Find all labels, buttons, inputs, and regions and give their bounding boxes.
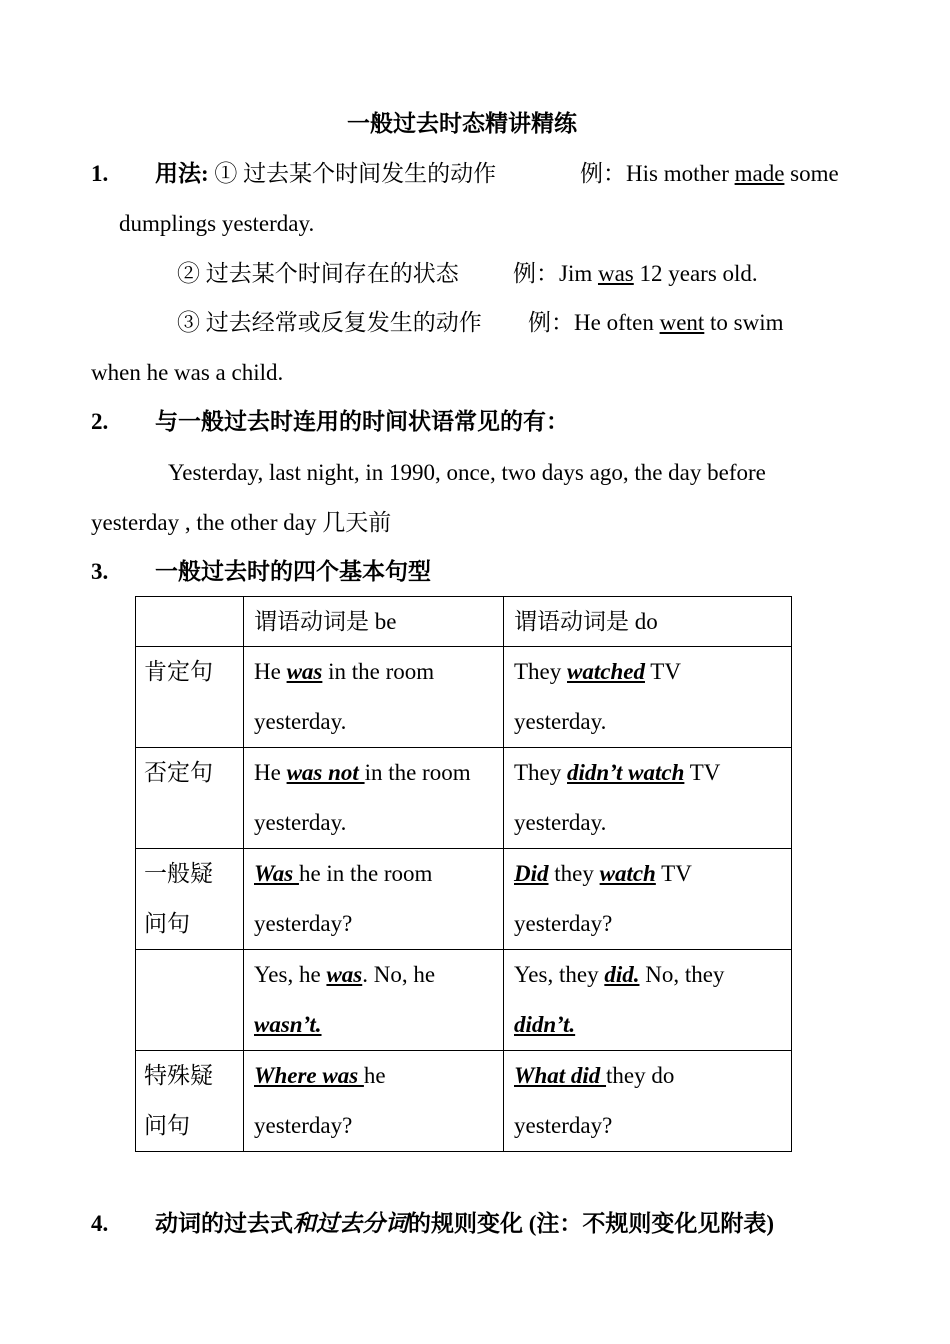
cell-keyword: was	[326, 962, 363, 987]
cell-text: Yes, he	[254, 962, 327, 987]
be-cell	[244, 748, 504, 849]
time-adverbials-line-1: Yesterday, last night, in 1990, once, two days ago, the day before	[168, 460, 766, 485]
cell-line	[514, 748, 781, 798]
cell-text: He	[254, 760, 287, 785]
marker-3: ③	[177, 310, 200, 335]
example-text: to swim	[704, 310, 784, 335]
cell-text: they do	[606, 1063, 675, 1088]
section-2-number: 2.	[91, 409, 109, 434]
row-label-text: 特殊疑	[144, 1063, 213, 1088]
example-text: His mother	[626, 161, 735, 186]
cell-line	[254, 849, 493, 899]
usage-label: 用法:	[155, 161, 209, 186]
section-1-number: 1.	[91, 161, 109, 186]
cell-text: TV	[684, 760, 721, 785]
cell-line: yesterday?	[254, 1113, 353, 1138]
be-cell	[244, 647, 504, 748]
sentence-patterns-table	[135, 596, 792, 1152]
table-header-cell	[136, 597, 244, 647]
cell-text: . No, he	[362, 962, 436, 987]
usage-item-3	[177, 311, 482, 334]
be-cell	[244, 950, 504, 1051]
example-keyword: made	[734, 161, 785, 186]
row-label-text: 一般疑	[144, 861, 213, 886]
usage-item-2	[177, 262, 459, 285]
usage-desc-2: 过去某个时间存在的状态	[205, 261, 459, 286]
section-3-number: 3.	[91, 559, 109, 584]
cell-text: He	[254, 659, 287, 684]
example-text: some	[784, 161, 839, 186]
example-label: 例：	[513, 261, 559, 286]
cell-keyword: watched	[567, 659, 645, 684]
cell-line	[514, 647, 781, 697]
table-row	[136, 647, 792, 748]
cell-text: in the room	[364, 760, 471, 785]
usage-desc-1: 过去某个时间发生的动作	[243, 161, 497, 186]
cell-text: he	[363, 1063, 386, 1088]
example-1	[580, 162, 839, 185]
section-3-heading: 一般过去时的四个基本句型	[155, 559, 431, 584]
example-keyword: went	[659, 310, 705, 335]
do-cell	[504, 1051, 792, 1152]
row-label-text: 否定句	[144, 760, 213, 785]
table-row	[136, 849, 792, 950]
do-cell	[504, 849, 792, 950]
be-cell	[244, 849, 504, 950]
section-2-heading: 与一般过去时连用的时间状语常见的有：	[155, 409, 569, 434]
usage-desc-3: 过去经常或反复发生的动作	[205, 310, 482, 335]
cell-text: They	[514, 760, 568, 785]
example-text: Jim	[559, 261, 598, 286]
cell-line	[514, 849, 781, 899]
table-header-cell: 谓语动词是 do	[504, 597, 792, 647]
table-header-cell: 谓语动词是 be	[244, 597, 504, 647]
cell-line	[514, 950, 781, 1000]
row-label	[136, 849, 244, 950]
marker-2: ②	[177, 261, 200, 286]
cell-text: TV	[655, 861, 692, 886]
cell-keyword: watch	[599, 861, 656, 886]
row-label	[136, 1051, 244, 1152]
row-label-text: 问句	[144, 911, 190, 936]
section-4-heading	[155, 1212, 774, 1235]
heading-part: 的规则变化 (注：不规则变化见附表)	[408, 1211, 775, 1236]
cell-line: yesterday.	[514, 810, 607, 835]
table-row	[136, 748, 792, 849]
example-1-continued: dumplings yesterday.	[119, 211, 315, 236]
section-4-number: 4.	[91, 1211, 109, 1236]
cell-keyword: did.	[604, 962, 640, 987]
cell-line	[254, 1051, 493, 1101]
heading-part-italic: 和过去分词	[293, 1211, 408, 1236]
cell-text: in the room	[322, 659, 435, 684]
example-3	[528, 311, 784, 334]
cell-text: TV	[644, 659, 681, 684]
example-text: 12 years old.	[633, 261, 758, 286]
example-label: 例：	[580, 161, 626, 186]
do-cell	[504, 647, 792, 748]
cell-keyword: was	[286, 659, 323, 684]
example-label: 例：	[528, 310, 574, 335]
cell-text: They	[514, 659, 568, 684]
cell-text: Yes, they	[514, 962, 605, 987]
example-3-continued: when he was a child.	[91, 360, 284, 385]
cell-line	[254, 748, 493, 798]
table-row	[136, 950, 792, 1051]
cell-line: yesterday.	[254, 709, 347, 734]
cell-line	[254, 647, 493, 697]
example-keyword: was	[597, 261, 634, 286]
time-adverbials-line-2: yesterday , the other day 几天前	[91, 510, 392, 535]
marker-1: ①	[214, 161, 238, 186]
example-2	[513, 262, 758, 285]
cell-line	[254, 950, 493, 1000]
do-cell	[504, 748, 792, 849]
cell-keyword: Was	[254, 861, 299, 886]
row-label	[136, 647, 244, 748]
row-label	[136, 748, 244, 849]
cell-line: yesterday?	[254, 911, 353, 936]
cell-line	[514, 1051, 781, 1101]
cell-keyword: didn’t watch	[567, 760, 685, 785]
cell-keyword: Did	[514, 861, 549, 886]
usage-item-1	[155, 162, 496, 185]
row-label-text: 问句	[144, 1113, 190, 1138]
cell-keyword: What did	[514, 1063, 607, 1088]
table-header-row	[136, 597, 792, 647]
page-title: 一般过去时态精讲精练	[347, 111, 577, 136]
cell-line: yesterday?	[514, 911, 613, 936]
cell-text: they	[548, 861, 600, 886]
do-cell	[504, 950, 792, 1051]
example-text: He often	[574, 310, 660, 335]
heading-part: 动词的过去式	[155, 1211, 293, 1236]
table-row	[136, 1051, 792, 1152]
row-label-text: 肯定句	[144, 659, 213, 684]
cell-text: No, they	[639, 962, 725, 987]
cell-line: yesterday?	[514, 1113, 613, 1138]
cell-keyword: was not	[286, 760, 365, 785]
cell-keyword: Where was	[254, 1063, 364, 1088]
row-label	[136, 950, 244, 1051]
be-cell	[244, 1051, 504, 1152]
cell-keyword: didn’t.	[514, 1012, 576, 1037]
cell-keyword: wasn’t.	[254, 1012, 322, 1037]
cell-line: yesterday.	[514, 709, 607, 734]
cell-text: he in the room	[298, 861, 433, 886]
cell-line: yesterday.	[254, 810, 347, 835]
